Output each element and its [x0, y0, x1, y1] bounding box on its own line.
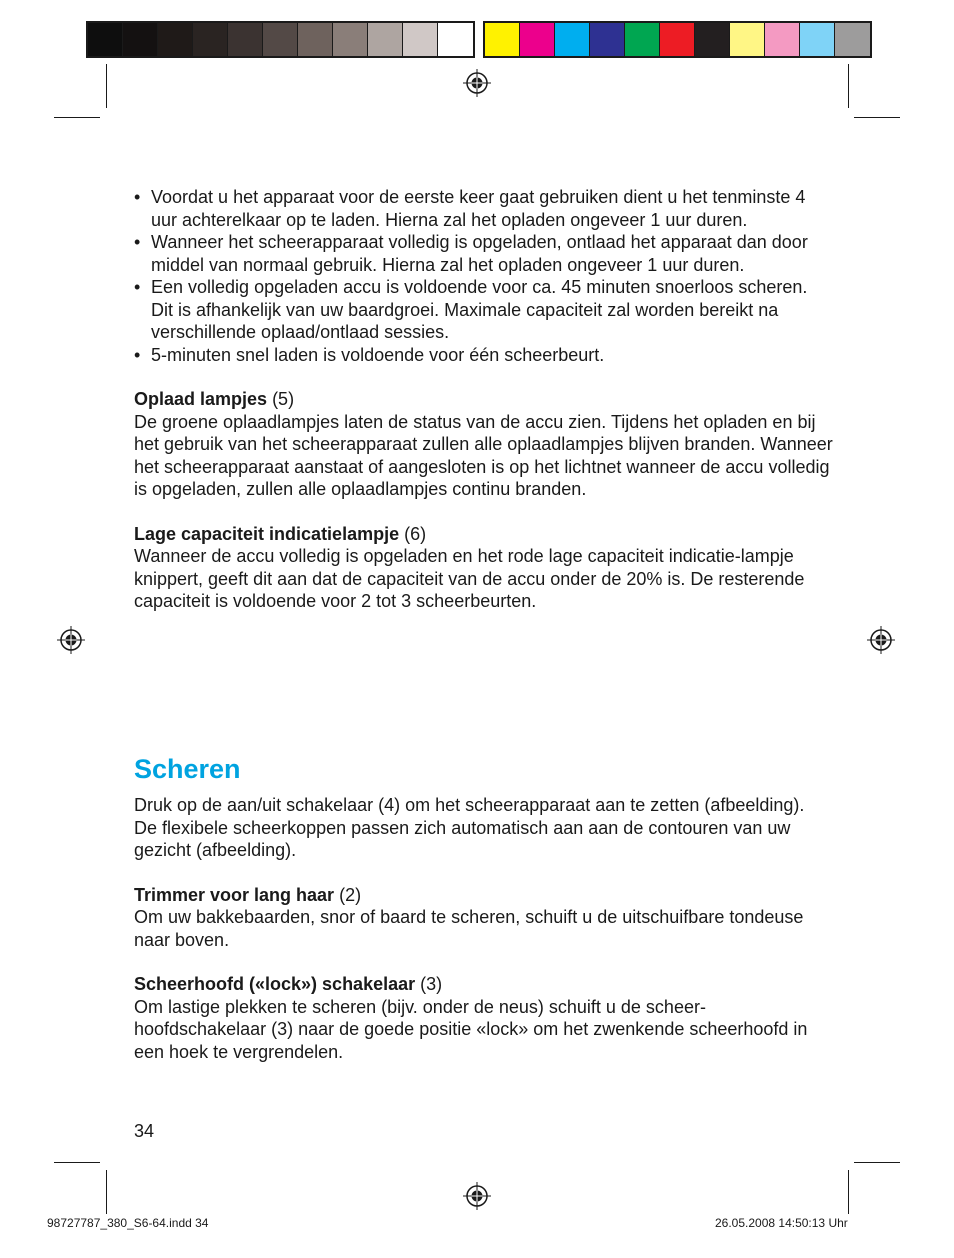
trimmer-section — [134, 884, 834, 952]
color-swatch — [123, 23, 158, 56]
color-swatch — [520, 23, 555, 56]
section-text: Om lastige plekken te scheren (bijv. onder de neus) schuift u de scheer-hoofdschakelaar (3) naar de goede positie «lock» om het zwenkende scheerhoofd in een hoek te vergrendelen. — [134, 996, 808, 1062]
color-swatch — [438, 23, 473, 56]
crop-mark-top-left-h — [54, 117, 100, 118]
color-swatch — [228, 23, 263, 56]
crop-mark-top-right-v — [848, 64, 849, 108]
section-ref: (2) — [334, 884, 362, 905]
section-text: Wanneer de accu volledig is opgeladen en het rode lage capaciteit indicatie-lampje knippert, geeft dit aan dat de capaciteit van de accu onder de 20% is. De resterende capaciteit is voldoende voor 2 tot 3 scheerbeurten. — [134, 546, 805, 611]
color-swatch — [403, 23, 438, 56]
list-item: • Wanneer het scheerapparaat volledig is opgeladen, ontlaad het apparaat dan door middel van normaal gebruik. Hierna zal het opladen ongeveer 1 uur duren. — [134, 231, 834, 276]
color-swatch — [730, 23, 765, 56]
charge-lamps-section — [134, 388, 834, 501]
shaving-intro: Druk op de aan/uit schakelaar (4) om het scheerapparaat aan te zetten (afbeelding). — [134, 795, 805, 815]
section-title: Scheerhoofd («lock») schakelaar — [134, 974, 416, 994]
footer-timestamp: 26.05.2008 14:50:13 Uhr — [715, 1216, 848, 1230]
list-item: • Voordat u het apparaat voor de eerste keer gaat gebruiken dient u het tenminste 4 uur achterelkaar op te laden. Hierna zal het opladen ongeveer 1 uur duren. — [134, 186, 834, 231]
crop-mark-bottom-left-v — [106, 1170, 107, 1214]
color-swatch — [765, 23, 800, 56]
section-title: Trimmer voor lang haar — [134, 884, 335, 905]
page-number: 34 — [134, 1121, 155, 1141]
section-text: Om uw bakkebaarden, snor of baard te scheren, schuift u de uitschuifbare tondeuse naar boven. — [134, 907, 804, 950]
section-ref: (6) — [399, 523, 427, 544]
color-swatch — [625, 23, 660, 56]
color-swatch — [695, 23, 730, 56]
section-title: Oplaad lampjes — [134, 389, 268, 409]
shaving-intro: De flexibele scheerkoppen passen zich automatisch aan aan de contouren van uw gezicht (afbeelding). — [134, 817, 791, 860]
crop-mark-bottom-left-h — [54, 1162, 100, 1163]
section-heading — [134, 884, 834, 907]
color-swatch — [193, 23, 228, 56]
lock-switch-section — [134, 973, 834, 1063]
list-item: • 5-minuten snel laden is voldoende voor één scheerbeurt. — [134, 344, 834, 367]
list-item: • Een volledig opgeladen accu is voldoende voor ca. 45 minuten snoerloos scheren. Dit is afhankelijk van uw baardgroei. Maximale capaciteit zal worden bereikt na verschillende oplaad/ontlaad sessies. — [134, 276, 834, 344]
color-swatch — [485, 23, 520, 56]
color-swatch — [158, 23, 193, 56]
color-swatch — [835, 23, 870, 56]
color-swatch — [88, 23, 123, 56]
registration-mark-icon — [462, 1181, 492, 1211]
color-swatch — [368, 23, 403, 56]
page-body-upper — [134, 186, 834, 613]
section-heading — [134, 388, 834, 411]
section-ref: (5) — [267, 389, 295, 409]
section-title: Lage capaciteit indicatielampje — [134, 523, 400, 544]
section-heading — [134, 973, 834, 996]
color-swatch — [660, 23, 695, 56]
crop-mark-bottom-right-h — [854, 1162, 900, 1163]
crop-mark-bottom-right-v — [848, 1170, 849, 1214]
registration-mark-icon — [462, 68, 492, 98]
section-heading — [134, 523, 834, 546]
color-calibration-bar — [483, 21, 872, 58]
section-ref: (3) — [415, 974, 443, 994]
registration-mark-icon — [56, 625, 86, 655]
grayscale-calibration-bar — [86, 21, 475, 58]
section-text: De groene oplaadlampjes laten de status van de accu zien. Tijdens het opladen en bij het gebruik van het scheerapparaat zullen alle oplaadlampjes blijven branden. Wanneer het scheerapparaat aanstaat of aangesloten is op het lichtnet wanneer de accu volledig is opgeladen, zullen alle oplaadlampjes continu branden. — [134, 411, 833, 499]
crop-mark-top-right-h — [854, 117, 900, 118]
color-swatch — [590, 23, 625, 56]
color-swatch — [800, 23, 835, 56]
crop-mark-top-left-v — [106, 64, 107, 108]
color-swatch — [555, 23, 590, 56]
charging-instructions-list — [134, 186, 834, 366]
color-swatch — [298, 23, 333, 56]
low-capacity-section — [134, 523, 834, 613]
color-swatch — [333, 23, 368, 56]
page-body-lower — [134, 794, 834, 1063]
footer-file-info: 98727787_380_S6-64.indd 34 — [47, 1216, 209, 1230]
color-swatch — [263, 23, 298, 56]
registration-mark-icon — [866, 625, 896, 655]
section-heading-shaving: Scheren — [134, 754, 241, 784]
